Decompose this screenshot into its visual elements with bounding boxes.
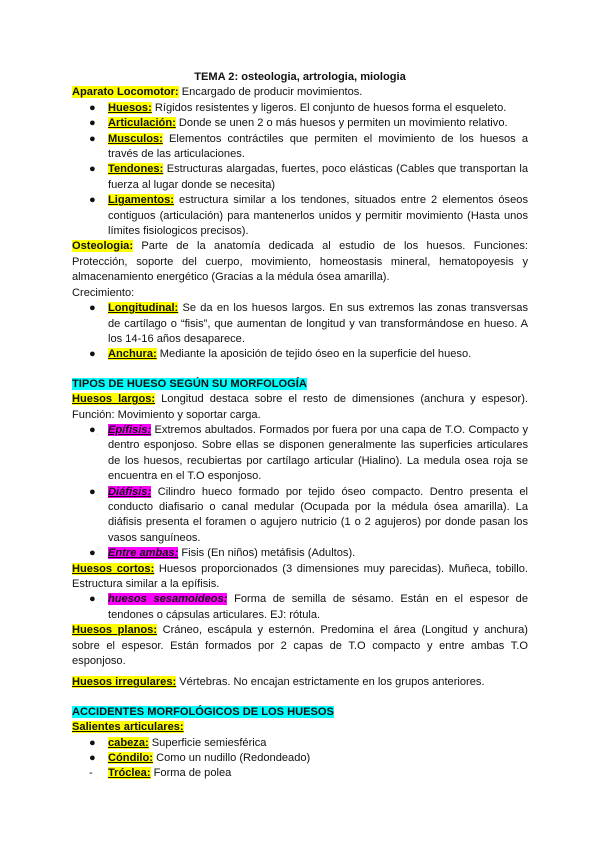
item-text: Extremos abultados. Formados por fuera por una capa de T.O. Compacto y dentro esponjoso. Sobre ellas se disponen generalmente las superficies articulares de los huesos, recubiertas por cartílago articular (Hialino). La medula osea roja se encuentra en el T.O esponjoso. xyxy=(108,423,528,483)
item-text: Forma de polea xyxy=(150,767,232,780)
bullet-icon: ● xyxy=(89,348,96,361)
item-term: Diáfisis: xyxy=(108,485,152,498)
tipos-heading xyxy=(72,377,528,392)
tipos-heading-text: TIPOS DE HUESO SEGÚN SU MORFOLOGÍA xyxy=(72,377,307,390)
crecimiento-list xyxy=(72,301,528,363)
bullet-icon: ● xyxy=(89,163,96,176)
osteologia-text: Parte de la anatomía dedicada al estudio de los huesos. Funciones: Protección, soporte del cuerpo, movimiento, homeostasis mineral, hematopoyesis y almacenamiento energético (Gracias a la médula ósea amarilla). xyxy=(72,240,528,284)
item-text: Donde se unen 2 o más huesos y permiten un movimiento relativo. xyxy=(175,117,508,130)
bullet-icon: ● xyxy=(89,752,96,765)
document-page xyxy=(72,70,528,782)
item-term: Entre ambas: xyxy=(108,547,179,560)
item-text: estructura similar a los tendones, situados entre 2 elementos óseos contiguos (articulación) para mantenerlos unidos y permitir movimiento (Hasta unos límites fisiologicos precisos). xyxy=(108,194,528,238)
item-term: huesos sesamoideos: xyxy=(108,593,228,606)
osteologia-paragraph xyxy=(72,239,528,285)
aparato-paragraph xyxy=(72,85,528,100)
irregulares-text: Vértebras. No encajan estrictamente en los grupos anteriores. xyxy=(176,676,485,689)
spacer xyxy=(72,691,528,705)
item-term: Ligamentos: xyxy=(108,194,174,207)
item-term: Epífisis: xyxy=(108,423,152,436)
salientes-label-text: Salientes articulares: xyxy=(72,721,184,734)
aparato-term: Aparato Locomotor: xyxy=(72,86,179,99)
item-text: Fisis (En niños) metáfisis (Adultos). xyxy=(178,547,356,560)
item-term: Huesos: xyxy=(108,101,152,114)
item-term: Longitudinal: xyxy=(108,302,179,315)
list-item xyxy=(72,751,528,766)
dash-icon: - xyxy=(89,767,93,780)
list-item xyxy=(72,162,528,193)
crecimiento-label: Crecimiento: xyxy=(72,286,135,299)
list-item xyxy=(72,193,528,239)
list-item xyxy=(72,736,528,751)
item-term: Tróclea: xyxy=(108,767,151,780)
planos-text: Cráneo, escápula y esternón. Predomina el área (Longitud y anchura) sobre el espesor. Están formados por 2 capas de T.O compacto y entre ambas T.O esponjoso. xyxy=(72,624,528,668)
irregulares-paragraph xyxy=(72,675,528,690)
bullet-icon: ● xyxy=(89,736,96,749)
accidentes-heading-text: ACCIDENTES MORFOLÓGICOS DE LOS HUESOS xyxy=(72,705,334,718)
cortos-list xyxy=(72,592,528,623)
salientes-list xyxy=(72,736,528,782)
list-item xyxy=(72,423,528,485)
item-term: Anchura: xyxy=(108,348,157,361)
list-item xyxy=(72,485,528,547)
list-item xyxy=(72,766,528,781)
osteologia-term: Osteologia: xyxy=(72,240,134,253)
item-text: Elementos contráctiles que permiten el movimiento de los huesos a través de las articulaciones. xyxy=(108,132,528,161)
salientes-label xyxy=(72,720,528,735)
planos-term: Huesos planos: xyxy=(72,624,158,637)
largos-paragraph xyxy=(72,392,528,423)
list-item xyxy=(72,347,528,362)
bullet-icon: ● xyxy=(89,132,96,145)
bullet-icon: ● xyxy=(89,485,96,498)
item-text: Como un nudillo (Redondeado) xyxy=(152,752,311,765)
aparato-list xyxy=(72,101,528,240)
bullet-icon: ● xyxy=(89,593,96,606)
item-text: Estructuras alargadas, fuertes, poco elásticas (Cables que transportan la fuerza al lugar donde se necesita) xyxy=(108,163,528,191)
item-term: Musculos: xyxy=(108,132,163,145)
bullet-icon: ● xyxy=(89,101,96,114)
largos-list xyxy=(72,423,528,562)
item-text: Forma de semilla de sésamo. Están en el espesor de tendones o cápsulas articulares. EJ: rótula. xyxy=(108,593,528,621)
largos-text: Longitud destaca sobre el resto de dimensiones (anchura y espesor). Función: Movimiento y soportar carga. xyxy=(72,393,528,421)
item-term: Articulación: xyxy=(108,117,176,130)
item-text: Cilindro hueco formado por tejido óseo compacto. Dentro presenta el conducto diafisario o canal medular (Ocupada por la médula ósea amarilla). La diáfisis presenta el foramen o agujero nutricio (1 o 2 agujeros) por donde pasan los vasos sanguíneos. xyxy=(108,485,528,544)
cortos-term: Huesos cortos: xyxy=(72,562,155,575)
item-term: cabeza: xyxy=(108,736,149,749)
bullet-icon: ● xyxy=(89,423,96,436)
item-text: Superficie semiesférica xyxy=(148,736,267,749)
bullet-icon: ● xyxy=(89,194,96,207)
list-item xyxy=(72,132,528,163)
item-text: Rígidos resistentes y ligeros. El conjunto de huesos forma el esqueleto. xyxy=(151,101,507,114)
aparato-text: Encargado de producir movimientos. xyxy=(178,86,363,99)
irregulares-term: Huesos irregulares: xyxy=(72,676,177,689)
list-item xyxy=(72,546,528,561)
document-title: TEMA 2: osteologia, artrologia, miologia xyxy=(194,71,406,83)
planos-paragraph xyxy=(72,623,528,669)
cortos-text: Huesos proporcionados (3 dimensiones muy parecidas). Muñeca, tobillo. Estructura similar a la epífisis. xyxy=(72,562,528,590)
list-item xyxy=(72,116,528,131)
bullet-icon: ● xyxy=(89,547,96,560)
item-text: Se da en los huesos largos. En sus extremos las zonas transversas de cartílago o “fisis”, que aumentan de longitud y van transformándose en hueso. A los 14-16 años desaparece. xyxy=(108,302,528,345)
list-item xyxy=(72,592,528,623)
spacer xyxy=(72,363,528,377)
bullet-icon: ● xyxy=(89,302,96,315)
accidentes-heading xyxy=(72,705,528,720)
list-item xyxy=(72,101,528,116)
largos-term: Huesos largos: xyxy=(72,393,156,406)
item-text: Mediante la aposición de tejido óseo en la superficie del hueso. xyxy=(156,348,472,361)
item-term: Tendones: xyxy=(108,163,164,176)
bullet-icon: ● xyxy=(89,117,96,130)
list-item xyxy=(72,301,528,347)
cortos-paragraph xyxy=(72,562,528,593)
item-term: Cóndilo: xyxy=(108,752,153,765)
